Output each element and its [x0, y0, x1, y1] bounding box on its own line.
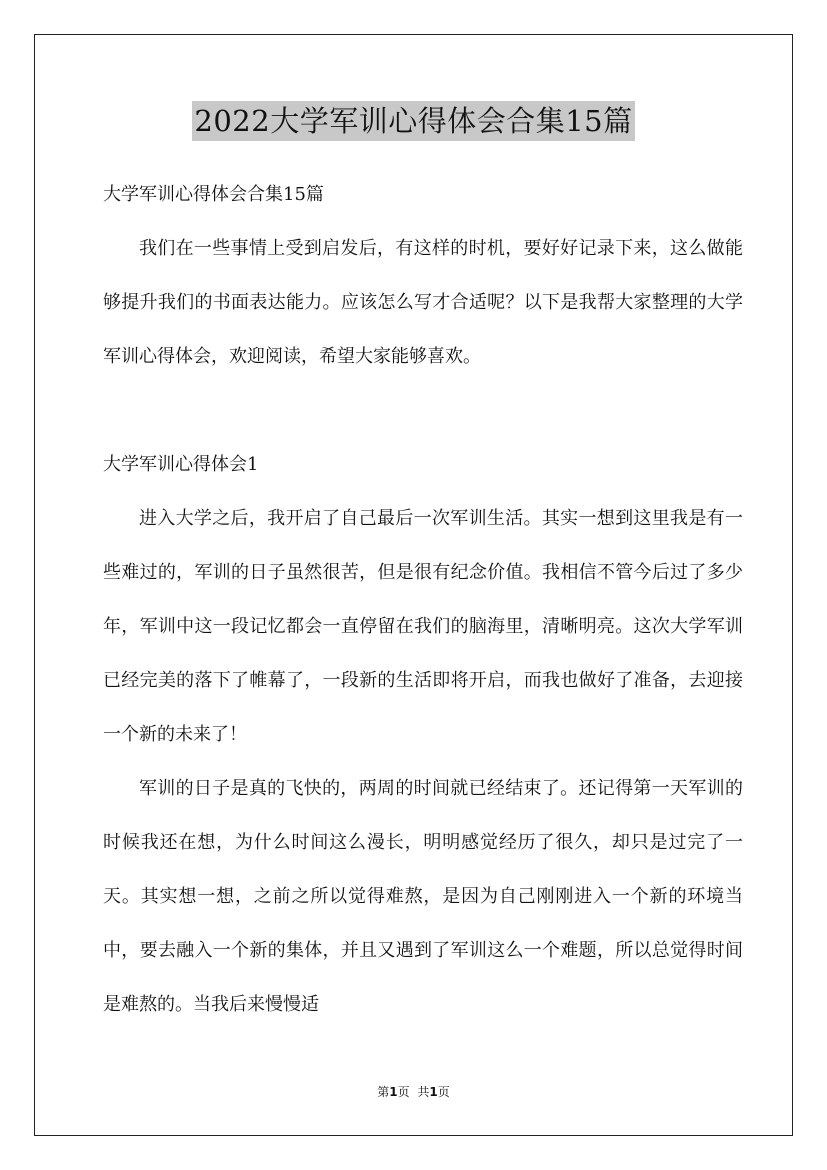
footer-total-pages: 1 — [429, 1085, 438, 1099]
section-heading-1: 大学军训心得体会1 — [103, 454, 259, 475]
document-body — [103, 168, 743, 1032]
document-title: 2022大学军训心得体会合集15篇 — [192, 101, 634, 141]
title-container — [0, 101, 827, 141]
section-spacer — [103, 384, 743, 438]
page-footer — [0, 1084, 827, 1100]
intro-paragraph: 我们在一些事情上受到启发后，有这样的时机，要好好记录下来，这么做能够提升我们的书面表达能力。应该怎么写才合适呢？以下是我帮大家整理的大学军训心得体会，欢迎阅读，希望大家能够喜欢。 — [103, 238, 743, 367]
footer-total-prefix: 共 — [417, 1085, 430, 1099]
footer-total-unit: 页 — [437, 1085, 450, 1099]
section-1-paragraph-1: 进入大学之后，我开启了自己最后一次军训生活。其实一想到这里我是有一些难过的，军训的日子虽然很苦，但是很有纪念价值。我相信不管今后过了多少年，军训中这一段记忆都会一直停留在我们的脑海里，清晰明亮。这次大学军训已经完美的落下了帷幕了，一段新的生活即将开启，而我也做好了准备，去迎接一个新的未来了！ — [103, 508, 743, 745]
footer-page-number: 1 — [389, 1085, 398, 1099]
section-1-paragraph-2: 军训的日子是真的飞快的，两周的时间就已经结束了。还记得第一天军训的时候我还在想，为什么时间这么漫长，明明感觉经历了很久，却只是过完了一天。其实想一想，之前之所以觉得难熬，是因为自己刚刚进入一个新的环境当中，要去融入一个新的集体，并且又遇到了军训这么一个难题，所以总觉得时间是难熬的。当我后来慢慢适 — [103, 778, 743, 1015]
document-subtitle: 大学军训心得体会合集15篇 — [103, 184, 324, 205]
footer-page-prefix: 第 — [377, 1085, 390, 1099]
footer-page-unit: 页 — [397, 1085, 410, 1099]
